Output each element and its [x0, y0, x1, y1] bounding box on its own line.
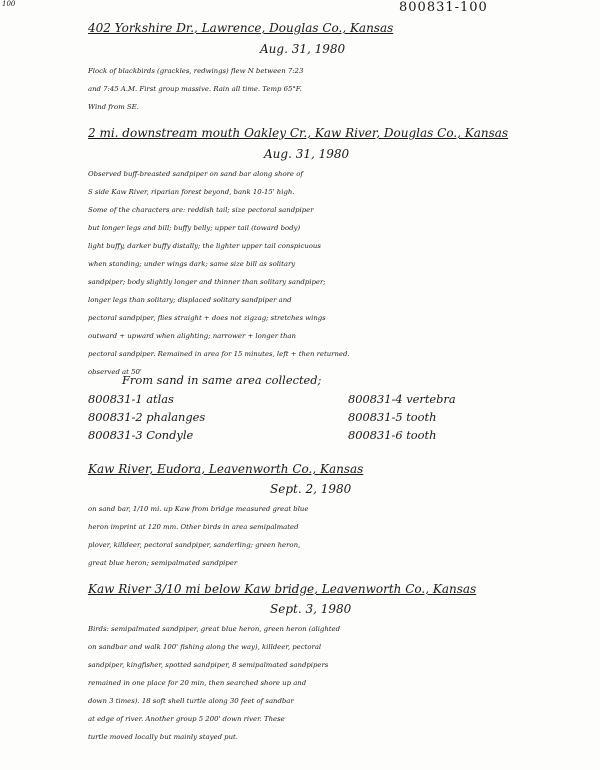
- specimen-row: [88, 408, 568, 426]
- document-id: 800831-100: [399, 0, 488, 15]
- note-line: light buffy, darker buffy distally; the lighter upper tail conspicuous: [88, 242, 321, 250]
- note-line: S side Kaw River, riparian forest beyond, bank 10-15' high.: [88, 188, 295, 196]
- note-line: sandpiper, kingfisher, spotted sandpiper, 8 semipalmated sandpipers: [88, 661, 329, 669]
- note-line: Observed buff-breasted sandpiper on sand bar along shore of: [88, 170, 303, 178]
- entry-1-date: Aug. 31, 1980: [260, 42, 346, 56]
- specimen-item: 800831-5 tooth: [348, 410, 437, 424]
- note-line: and 7:45 A.M. First group massive. Rain all time. Temp 65°F.: [88, 85, 302, 93]
- note-line: longer legs than solitary; displaced solitary sandpiper and: [88, 296, 292, 304]
- note-line: heron imprint at 120 mm. Other birds in area semipalmated: [88, 523, 299, 531]
- corner-mark: 100: [2, 0, 16, 8]
- specimen-item: 800831-6 tooth: [348, 428, 437, 442]
- specimen-item: 800831-4 vertebra: [348, 392, 456, 406]
- note-line: but longer legs and bill; buffy belly; upper tail (toward body): [88, 224, 301, 232]
- entry-1-notes: [88, 62, 598, 116]
- note-line: on sand bar, 1/10 mi. up Kaw from bridge measured great blue: [88, 505, 309, 513]
- note-line: remained in one place for 20 min, then searched shore up and: [88, 679, 307, 687]
- entry-1-location: 402 Yorkshire Dr., Lawrence, Douglas Co., Kansas: [88, 21, 394, 35]
- note-line: at edge of river. Another group 5 200' down river. These: [88, 715, 285, 723]
- collected-heading: From sand in same area collected;: [122, 373, 322, 387]
- entry-2-date: Aug. 31, 1980: [264, 147, 350, 161]
- specimen-item: 800831-3 Condyle: [88, 428, 194, 442]
- note-line: pectoral sandpiper, flies straight + does not zigzag; stretches wings: [88, 314, 326, 322]
- note-line: sandpiper; body slightly longer and thinner than solitary sandpiper;: [88, 278, 326, 286]
- entry-4-notes: [88, 620, 598, 746]
- note-line: plover, killdeer, pectoral sandpiper, sanderling; green heron,: [88, 541, 301, 549]
- note-line: down 3 times). 18 soft shell turtle along 30 feet of sandbar: [88, 697, 294, 705]
- entry-3-location: Kaw River, Eudora, Leavenworth Co., Kansas: [88, 462, 364, 476]
- entry-2-notes: [88, 165, 598, 381]
- note-line: great blue heron; semipalmated sandpiper: [88, 559, 238, 567]
- entry-3-notes: [88, 500, 598, 572]
- specimen-item: 800831-2 phalanges: [88, 410, 206, 424]
- note-line: Flock of blackbirds (grackles, redwings) flew N between 7:23: [88, 67, 304, 75]
- specimen-item: 800831-1 atlas: [88, 392, 174, 406]
- note-line: pectoral sandpiper. Remained in area for 15 minutes, left + then returned.: [88, 350, 350, 358]
- entry-4-location: Kaw River 3/10 mi below Kaw bridge, Leavenworth Co., Kansas: [88, 582, 477, 596]
- note-line: Some of the characters are: reddish tail; size pectoral sandpiper: [88, 206, 314, 214]
- specimen-list: [88, 390, 568, 444]
- note-line: when standing; under wings dark; same size bill as solitary: [88, 260, 296, 268]
- note-line: Birds: semipalmated sandpiper, great blue heron, green heron (alighted: [88, 625, 341, 633]
- specimen-row: [88, 426, 568, 444]
- note-line: outward + upward when alighting; narrower + longer than: [88, 332, 296, 340]
- note-line: turtle moved locally but mainly stayed put.: [88, 733, 238, 741]
- note-line: on sandbar and walk 100' fishing along the way), killdeer, pectoral: [88, 643, 322, 651]
- entry-2-location: 2 mi. downstream mouth Oakley Cr., Kaw River, Douglas Co., Kansas: [88, 126, 509, 140]
- specimen-row: [88, 390, 568, 408]
- entry-3-date: Sept. 2, 1980: [270, 482, 352, 496]
- note-line: observed at 50': [88, 368, 142, 376]
- entry-4-date: Sept. 3, 1980: [270, 602, 352, 616]
- note-line: Wind from SE.: [88, 103, 139, 111]
